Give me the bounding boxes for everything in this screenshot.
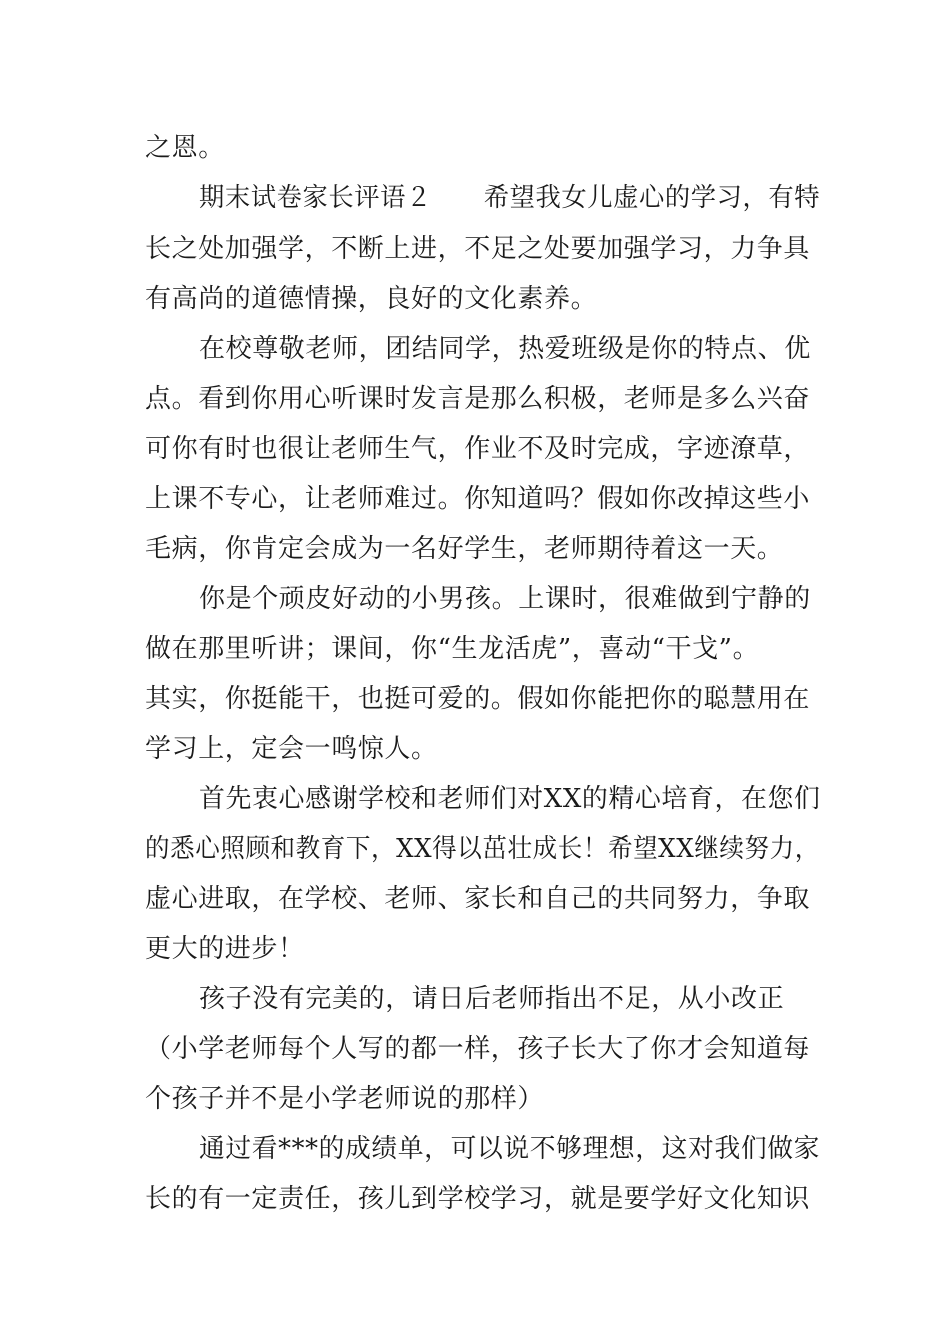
text-line: 之恩。 (145, 133, 225, 163)
text-line: 点。看到你用心听课时发言是那么积极，老师是多么兴奋 (145, 384, 811, 414)
text-line: 其实，你挺能干，也挺可爱的。假如你能把你的聪慧用在 (145, 684, 811, 714)
text-line: 更大的进步！ (145, 934, 305, 964)
text-line: 学习上，定会一鸣惊人。 (145, 734, 438, 764)
text-line: 长的有一定责任，孩儿到学校学习，就是要学好文化知识 (145, 1184, 811, 1214)
text-line: 你是个顽皮好动的小男孩。上课时，很难做到宁静的 (199, 584, 811, 614)
text-line: 在校尊敬老师，团结同学，热爱班级是你的特点、优 (199, 334, 811, 364)
text-line: 毛病，你肯定会成为一名好学生，老师期待着这一天。 (145, 534, 784, 564)
text-line: 的悉心照顾和教育下，XX得以茁壮成长！希望XX继续努力， (145, 834, 820, 864)
text-line: 孩子没有完美的，请日后老师指出不足，从小改正 (199, 984, 785, 1014)
text-line: 长之处加强学，不断上进，不足之处要加强学习，力争具 (145, 234, 811, 264)
text-line: 做在那里听讲；课间，你“生龙活虎”，喜动“干戈”。 (145, 634, 760, 664)
text-line: 虚心进取，在学校、老师、家长和自己的共同努力，争取 (145, 884, 811, 914)
text-line: 通过看***的成绩单，可以说不够理想，这对我们做家 (199, 1134, 821, 1164)
text-line: 个孩子并不是小学老师说的那样） (145, 1084, 545, 1114)
text-line: （小学老师每个人写的都一样，孩子长大了你才会知道每 (145, 1034, 811, 1064)
text-line: 期末试卷家长评语２ 希望我女儿虚心的学习，有特 (199, 183, 821, 213)
text-line: 首先衷心感谢学校和老师们对XX的精心培育，在您们 (199, 784, 821, 814)
text-line: 可你有时也很让老师生气，作业不及时完成，字迹潦草， (145, 434, 811, 464)
text-line: 有高尚的道德情操，良好的文化素养。 (145, 284, 598, 314)
text-line: 上课不专心，让老师难过。你知道吗？假如你改掉这些小 (145, 484, 811, 514)
